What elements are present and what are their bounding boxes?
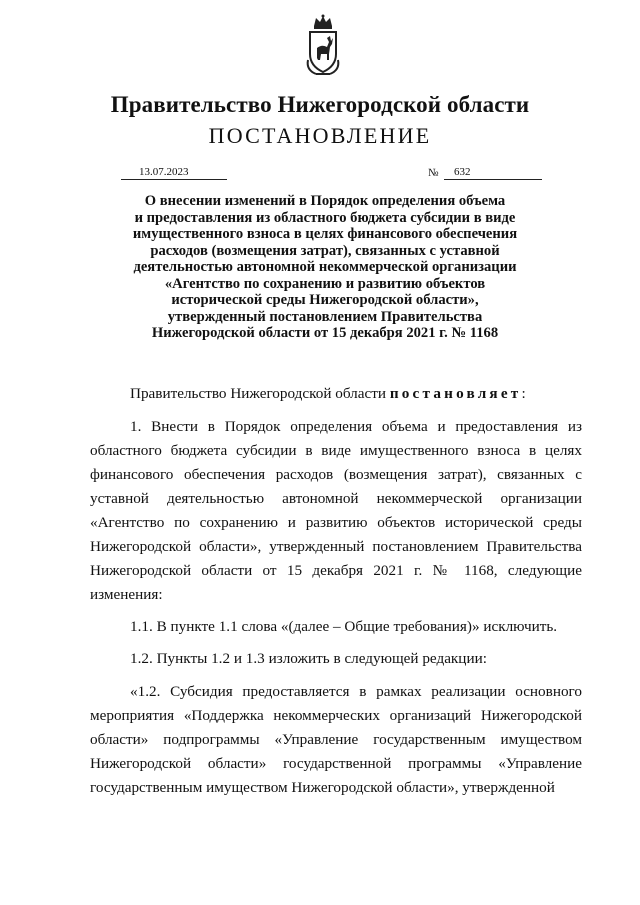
subject-line: исторической среды Нижегородской области», [171, 292, 479, 308]
subject-line: расходов (возмещения затрат), связанных с уставной [150, 242, 500, 259]
subject-line: имущественного взноса в целях финансового обеспечения [132, 226, 518, 242]
number-label: № [428, 167, 439, 179]
paragraph-1-2: 1.2. Пункты 1.2 и 1.3 изложить в следующей редакции: [130, 650, 487, 668]
subject-line: Нижегородской области от 15 декабря 2021 г. № 1168 [151, 325, 499, 341]
document-kind: ПОСТАНОВЛЕНИЕ [208, 123, 432, 148]
document-body [90, 382, 582, 808]
subject-line: О внесении изменений в Порядок определения объема [144, 193, 506, 209]
coat-of-arms-icon [302, 14, 344, 78]
paragraph-1: 1. Внести в Порядок определения объема и предоставления из областного бюджета субсидии в виде имущественного взноса в целях финансового обеспечения расходов (возмещения затрат), связанных с уставной деятельностью автономной некоммерческой организации «Агентство по сохранению и развитию объектов исторической среды Нижегородской области», утвержденный постановлением Правительства Нижегородской области от 15 декабря 2021 г. № 1168, следующие изменения: [90, 417, 582, 603]
paragraph-quote: «1.2. Субсидия предоставляется в рамках реализации основного мероприятия «Поддержка некоммерческих организаций Нижегородской области» подпрограммы «Управление государственным имуществом Нижегородской области» государственной программы «Управление государственным имуществом Нижегородской области», утвержденной [90, 682, 582, 796]
paragraph-1-1: 1.1. В пункте 1.1 слова «(далее – Общие требования)» исключить. [130, 617, 558, 635]
document-date: 13.07.2023 [121, 166, 227, 180]
preamble [90, 382, 582, 406]
government-title: Правительство Нижегородской области [110, 92, 530, 117]
document-subject [100, 193, 550, 342]
subject-line: деятельностью автономной некоммерческой организации [133, 259, 517, 275]
subject-line: утвержденный постановлением Правительства [167, 308, 483, 325]
preamble-prefix: Правительство Нижегородской области [130, 385, 390, 402]
subject-line: «Агентство по сохранению и развитию объектов [164, 275, 486, 292]
subject-line: и предоставления из областного бюджета субсидии в виде [134, 209, 516, 226]
preamble-keyword: постановляет [389, 385, 522, 402]
preamble-suffix: : [521, 385, 526, 402]
document-number: 632 [444, 166, 542, 180]
